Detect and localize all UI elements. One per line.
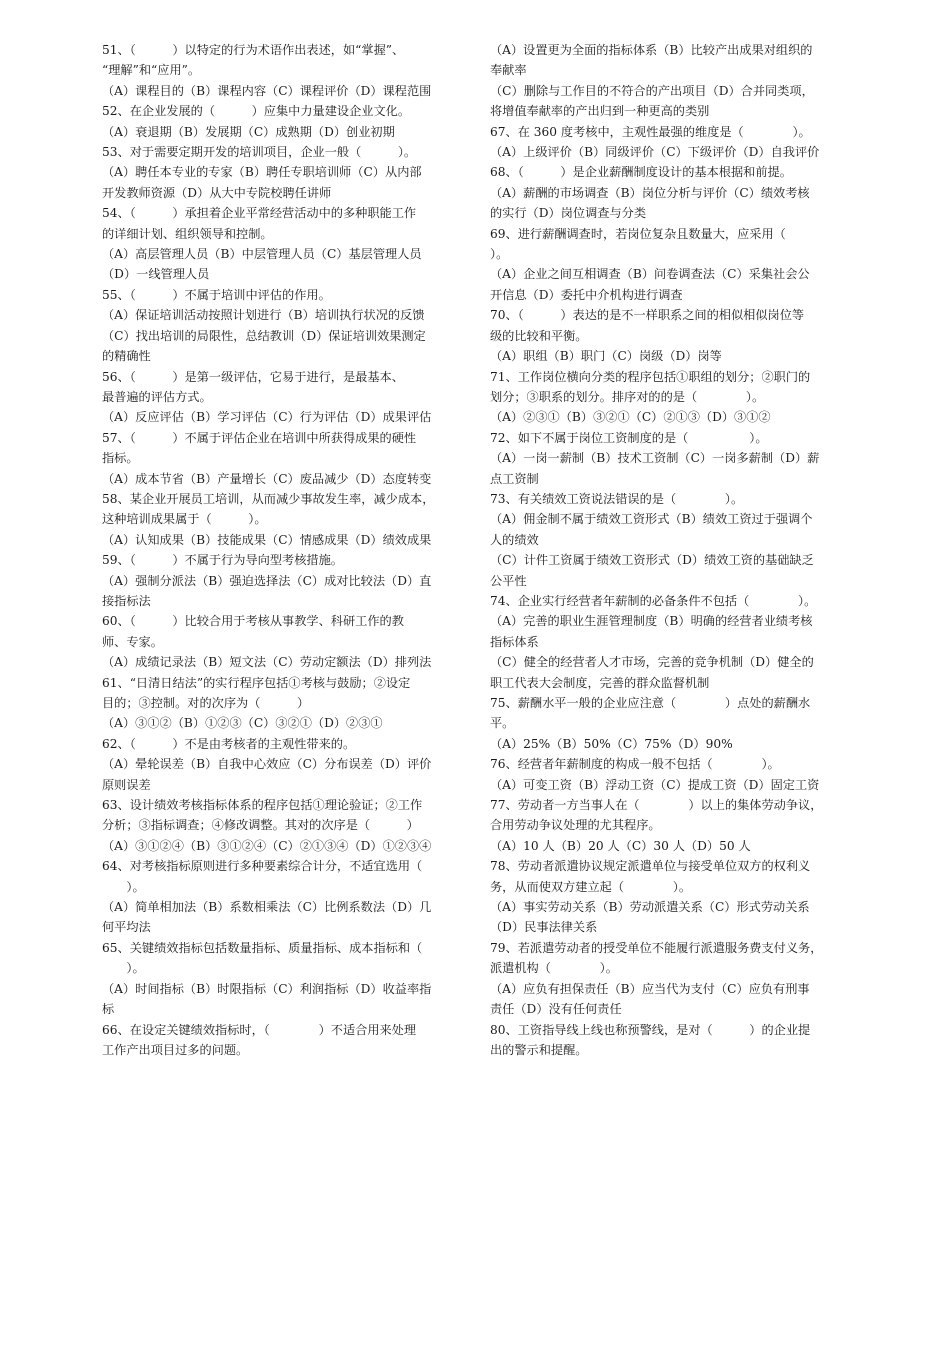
text-line: 指标体系 [490, 634, 539, 649]
text-line: （A）薪酬的市场调查（B）岗位分析与评价（C）绩效考核 [490, 185, 810, 200]
text-line: 点工资制 [490, 471, 539, 486]
text-line: （A）晕轮误差（B）自我中心效应（C）分布误差（D）评价 [102, 757, 432, 772]
text-line: 最普遍的评估方式。 [102, 389, 212, 404]
text-line: （A）成绩记录法（B）短文法（C）劳动定额法（D）排列法 [102, 655, 432, 670]
text-line: （A）衰退期（B）发展期（C）成熟期（D）创业初期 [102, 124, 395, 139]
text-line: 原则误差 [102, 777, 151, 792]
text-line: （A）强制分派法（B）强迫选择法（C）成对比较法（D）直 [102, 573, 432, 588]
text-line: 61、“日清日结法”的实行程序包括①考核与鼓励；②设定 [102, 675, 411, 690]
text-line: （A）佣金制不属于绩效工资形式（B）绩效工资过于强调个 [490, 512, 813, 527]
text-line: 74、企业实行经营者年薪制的必备条件不包括（ ）。 [490, 593, 817, 608]
text-line: 78、劳动者派遣协议规定派遣单位与接受单位双方的权利义 [490, 859, 811, 874]
text-line: （A）简单相加法（B）系数相乘法（C）比例系数法（D）几 [102, 900, 432, 915]
text-line: （A）设置更为全面的指标体系（B）比较产出成果对组织的 [490, 43, 813, 57]
text-line: 71、工作岗位横向分类的程序包括①职组的划分；②职门的 [490, 369, 811, 384]
text-line: 师、专家。 [102, 634, 163, 649]
text-line: （C）计件工资属于绩效工资形式（D）绩效工资的基础缺乏 [490, 553, 814, 568]
text-line: （A）应负有担保责任（B）应当代为支付（C）应负有刑事 [490, 981, 810, 996]
text-line: 51、（ ）以特定的行为术语作出表述，如“掌握”、 [102, 43, 405, 57]
text-line: （C）删除与工作目的不符合的产出项目（D）合并同类项， [490, 83, 814, 98]
text-line: 64、对考核指标原则进行多种要素综合计分，不适宜选用（ [102, 859, 423, 874]
text-line: ）。 [102, 961, 145, 976]
text-line: 公平性 [490, 573, 527, 588]
text-line: （A）③①②④（B）③①②④（C）②①③④（D）①②③④ [102, 838, 432, 853]
text-line: 划分；③职系的划分。排序对的的是（ ）。 [490, 389, 765, 404]
text-line: （A）上级评价（B）同级评价（C）下级评价（D）自我评价 [490, 145, 820, 160]
text-line: 76、经营者年薪制度的构成一般不包括（ ）。 [490, 757, 780, 772]
text-line: 56、（ ）是第一级评估，它易于进行，是最基本、 [102, 369, 404, 384]
text-line: 65、关键绩效指标包括数量指标、质量指标、成本指标和（ [102, 940, 423, 955]
text-line: 将增值奉献率的产出归到一种更高的类别 [490, 104, 710, 119]
text-line: “理解”和“应用”。 [102, 63, 201, 78]
text-line: 80、工资指导线上线也称预警线，是对（ ）的企业提 [490, 1022, 811, 1037]
text-line: 目的；③控制。对的次序为（ ） [102, 696, 310, 710]
text-line: ）。 [102, 879, 145, 894]
text-line: 标 [102, 1002, 115, 1017]
text-line: 的实行（D）岗位调查与分类 [490, 206, 647, 221]
text-line: （A）一岗一薪制（B）技术工资制（C）一岗多薪制（D）薪 [490, 451, 820, 466]
text-line: （D）一线管理人员 [102, 267, 210, 282]
text-line: （A）可变工资（B）浮动工资（C）提成工资（D）固定工资 [490, 777, 820, 792]
text-line: 务，从而使双方建立起（ ）。 [490, 879, 692, 894]
text-line: 52、在企业发展的（ ）应集中力量建设企业文化。 [102, 104, 411, 119]
text-line: （A）企业之间互相调查（B）问卷调查法（C）采集社会公 [490, 267, 810, 282]
text-line: 79、若派遣劳动者的授受单位不能履行派遣服务费支付义务， [490, 940, 823, 955]
text-line: 70、（ ）表达的是不一样职系之间的相似相似岗位等 [490, 308, 805, 323]
text-line: 职工代表大会制度，完善的群众监督机制 [490, 675, 710, 690]
text-line: 62、（ ）不是由考核者的主观性带来的。 [102, 736, 356, 751]
text-line: 73、有关绩效工资说法错误的是（ ）。 [490, 491, 744, 506]
text-line: （A）③①②（B）①②③（C）③②①（D）②③① [102, 716, 383, 731]
text-line: 66、在设定关键绩效指标时，（ ）不适合用来处理 [102, 1022, 417, 1037]
text-line: （A）完善的职业生涯管理制度（B）明确的经营者业绩考核 [490, 614, 813, 629]
text-line: 出的警示和提醒。 [490, 1042, 588, 1057]
text-line: （A）时间指标（B）时限指标（C）利润指标（D）收益率指 [102, 981, 432, 996]
text-line: 54、（ ）承担着企业平常经营活动中的多种职能工作 [102, 206, 417, 221]
text-line: （A）聘任本专业的专家（B）聘任专职培训师（C）从内部 [102, 165, 422, 180]
text-line: 68、（ ）是企业薪酬制度设计的基本根据和前提。 [490, 165, 792, 180]
text-line: 59、（ ）不属于行为导向型考核措施。 [102, 553, 343, 568]
text-line: 开发教师资源（D）从大中专院校聘任讲师 [102, 185, 332, 200]
text-line: （A）保证培训活动按照计划进行（B）培训执行状况的反馈 [102, 308, 425, 323]
text-line: 72、如下不属于岗位工资制度的是（ ）。 [490, 430, 768, 445]
text-line: 奉献率 [490, 63, 527, 78]
text-line: 分析；③指标调查；④修改调整。其对的次序是（ ） [102, 818, 419, 833]
text-line: （A）职组（B）职门（C）岗级（D）岗等 [490, 349, 722, 364]
text-line: （A）高层管理人员（B）中层管理人员（C）基层管理人员 [102, 247, 422, 262]
text-line: （C）健全的经营者人才市场，完善的竞争机制（D）健全的 [490, 655, 814, 670]
right-column [490, 40, 855, 1060]
text-line: （A）事实劳动关系（B）劳动派遣关系（C）形式劳动关系 [490, 900, 810, 915]
text-line: 57、（ ）不属于评估企业在培训中所获得成果的硬性 [102, 430, 417, 445]
text-line: （C）找出培训的局限性，总结教训（D）保证培训效果测定 [102, 328, 426, 343]
text-line: （A）②③①（B）③②①（C）②①③（D）③①② [490, 410, 771, 425]
text-line: （A）25%（B）50%（C）75%（D）90% [490, 736, 733, 751]
text-line: 工作产出项目过多的问题。 [102, 1042, 249, 1057]
text-line: 69、进行薪酬调查时，若岗位复杂且数量大，应采用（ [490, 226, 786, 241]
text-line: 75、薪酬水平一般的企业应注意（ ）点处的薪酬水 [490, 696, 811, 710]
text-line: 的详细计划、组织领导和控制。 [102, 226, 273, 241]
text-line: （A）反应评估（B）学习评估（C）行为评估（D）成果评估 [102, 410, 432, 425]
text-line: 77、劳动者一方当事人在（ ）以上的集体劳动争议， [490, 798, 823, 813]
text-line: 派遣机构（ ）。 [490, 961, 618, 976]
text-line: 60、（ ）比较合用于考核从事教学、科研工作的教 [102, 614, 404, 629]
text-line: 55、（ ）不属于培训中评估的作用。 [102, 287, 331, 302]
text-line: （A）10 人（B）20 人（C）30 人（D）50 人 [490, 838, 751, 853]
text-line: （D）民事法律关系 [490, 920, 598, 935]
text-line: ）。 [490, 247, 509, 262]
text-line: （A）成本节省（B）产量增长（C）废品减少（D）态度转变 [102, 471, 432, 486]
text-line: 开信息（D）委托中介机构进行调查 [490, 287, 683, 302]
text-line: 合用劳动争议处理的尤其程序。 [490, 818, 661, 833]
text-line: 63、设计绩效考核指标体系的程序包括①理论验证；②工作 [102, 798, 423, 813]
text-line: 责任（D）没有任何责任 [490, 1002, 622, 1017]
text-line: 何平均法 [102, 920, 151, 935]
text-line: 接指标法 [102, 593, 151, 608]
text-line: 级的比较和平衡。 [490, 328, 588, 343]
text-line: 58、某企业开展员工培训，从而减少事故发生率，减少成本， [102, 491, 435, 506]
text-line: 53、对于需要定期开发的培训项目，企业一般（ ）。 [102, 145, 417, 160]
text-line: 平。 [490, 716, 515, 731]
text-line: 这种培训成果属于（ ）。 [102, 512, 267, 527]
text-line: （A）课程目的（B）课程内容（C）课程评价（D）课程范围 [102, 83, 432, 98]
text-line: 的精确性 [102, 349, 151, 364]
text-line: （A）认知成果（B）技能成果（C）情感成果（D）绩效成果 [102, 532, 432, 547]
text-line: 人的绩效 [490, 532, 539, 547]
left-column [102, 40, 467, 1060]
text-line: 指标。 [102, 451, 139, 466]
text-line: 67、在 360 度考核中，主观性最强的维度是（ ）。 [490, 124, 811, 139]
